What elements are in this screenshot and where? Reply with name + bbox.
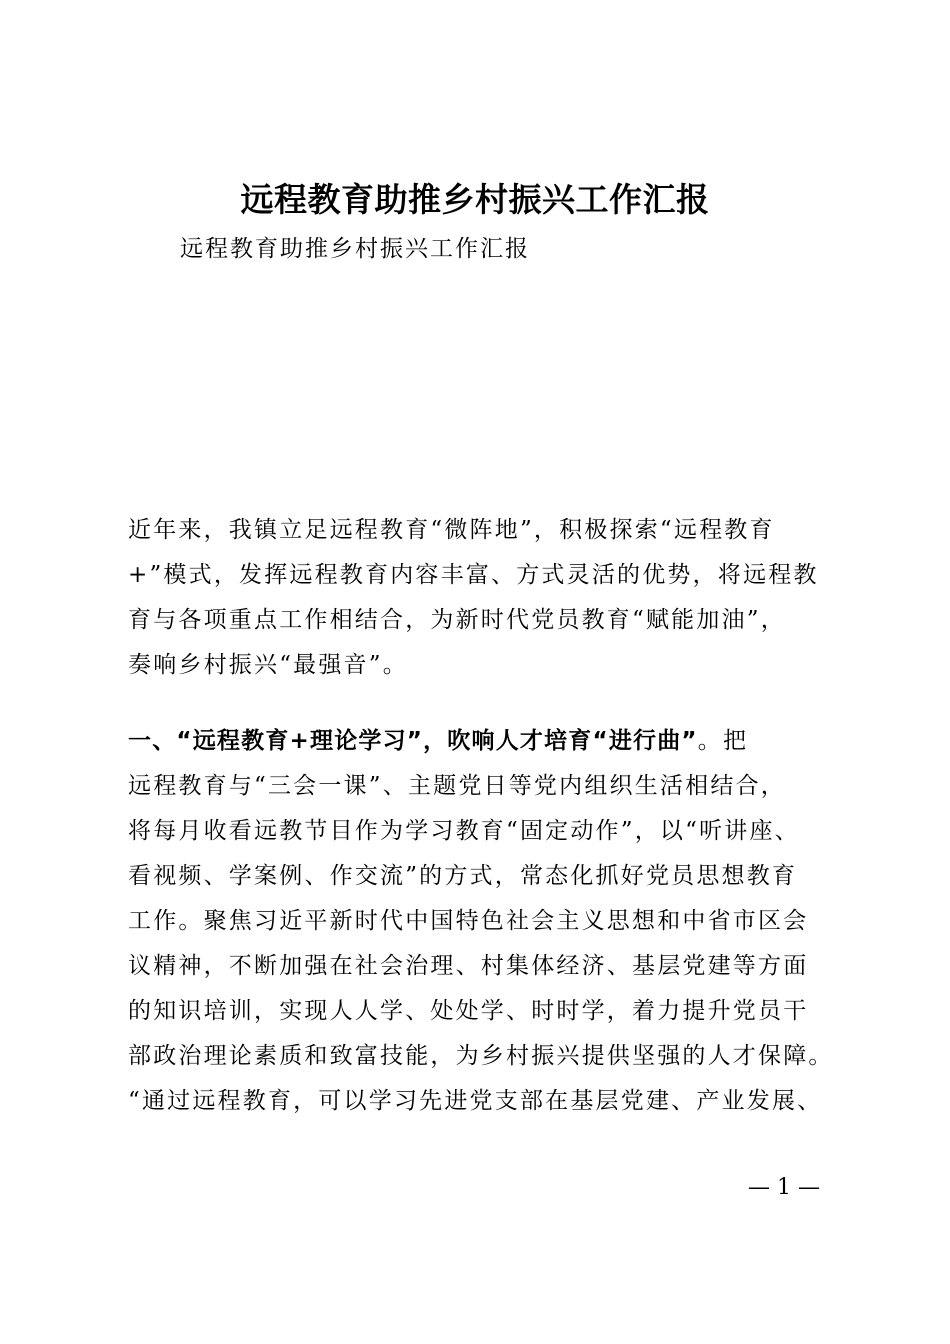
section-heading-line [128, 719, 834, 764]
paragraph-line: 议精神，不断加强在社会治理、村集体经济、基层党建等方面 [128, 953, 809, 979]
paragraph-line: 奏响乡村振兴“最强音”。 [128, 652, 408, 678]
document-subtitle: 远程教育助推乡村振兴工作汇报 [180, 236, 530, 262]
section-heading: 一、“远程教育+理论学习”，吹响人才培育“进行曲” [128, 728, 698, 754]
section-heading-tail: 。把 [697, 728, 749, 754]
paragraph-line: +”模式，发挥远程教育内容丰富、方式灵活的优势，将远程教 [128, 562, 819, 588]
paragraph-line: 的知识培训，实现人人学、处处学、时时学，着力提升党员干 [128, 998, 809, 1024]
paragraph-line: 工作。聚焦习近平新时代中国特色社会主义思想和中省市区会 [128, 908, 809, 934]
paragraph-line: 部政治理论素质和致富技能，为乡村振兴提供坚强的人才保障。 [128, 1043, 834, 1069]
paragraph-line: “通过远程教育，可以学习先进党支部在基层党建、产业发展、 [128, 1088, 823, 1114]
paragraph-line: 远程教育与“三会一课”、主题党日等党内组织生活相结合， [128, 773, 786, 799]
paragraph-intro [128, 508, 819, 688]
paragraph-section-one [128, 719, 834, 1124]
document-title: 远程教育助推乡村振兴工作汇报 [240, 180, 710, 219]
paragraph-line: 育与各项重点工作相结合，为新时代党员教育“赋能加油”， [128, 607, 786, 633]
page-number: — 1 — [748, 1175, 820, 1200]
paragraph-line: 近年来，我镇立足远程教育“微阵地”，积极探索“远程教育 [128, 517, 775, 543]
paragraph-line: 将每月收看远教节目作为学习教育“固定动作”，以“听讲座、 [128, 818, 800, 844]
paragraph-line: 看视频、学案例、作交流”的方式，常态化抓好党员思想教育 [128, 863, 798, 889]
